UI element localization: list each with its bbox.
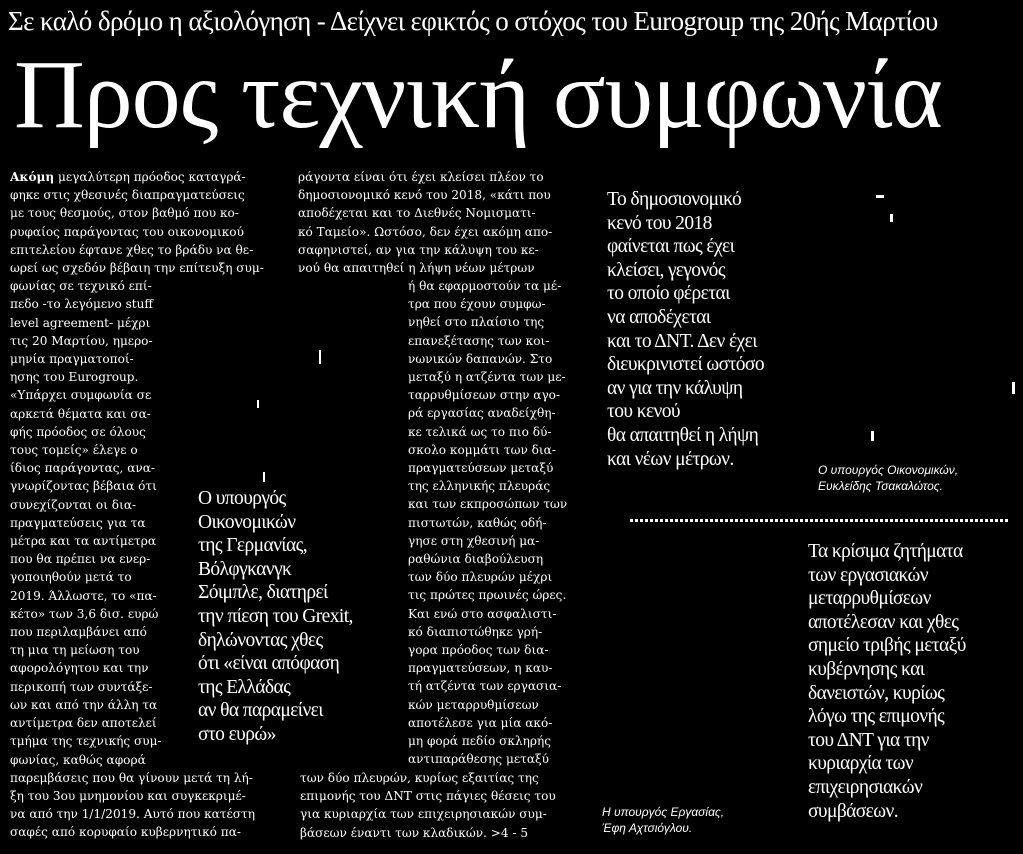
article-line: κέτο» των 3,6 δισ. ευρώ: [10, 606, 159, 621]
article-line: τις 20 Μαρτίου, ημερο-: [10, 333, 153, 348]
pullquote-line: συμβάσεων.: [808, 800, 898, 822]
pullquote-line: Ο υπουργός: [198, 488, 286, 509]
pullquote-line: αν για την κάλυψη: [607, 377, 743, 399]
article-line: περικοπή των συντάξε-: [10, 679, 153, 694]
article-line: αντιπαράθεσης μεταξύ: [408, 752, 550, 767]
article-line: κών μεταρρυθμίσεων: [408, 697, 539, 712]
article-line: τη μια τη μείωση του: [10, 643, 140, 658]
article-line: παρεμβάσεις που θα γίνουν μετά τη λή-: [10, 770, 253, 785]
article-line: που θα πρέπει να ενερ-: [10, 552, 151, 567]
article-line: 2019. Άλλωστε, το «πα-: [10, 588, 157, 603]
article-line: level agreement- μέχρι: [10, 315, 151, 330]
pullquote-line: της Ελλάδας: [198, 676, 291, 698]
photo-speck: [257, 400, 259, 408]
article-line: μέτρα και τα αντίμετρα: [10, 534, 156, 549]
caption-line: Ο υπουργός Οικονομικών,: [818, 463, 959, 477]
pullquote-line: κυριαρχία των: [808, 753, 914, 775]
first-line-rest: μεγαλύτερη πρόοδος καταγρά-: [54, 170, 246, 184]
article-line: επανεξέτασης των κοι-: [408, 333, 550, 348]
article-line: ράγοντα είναι ότι έχει κλείσει πλέον το: [298, 170, 544, 184]
pullquote-line: σημείο τριβής μεταξύ: [808, 635, 966, 657]
article-line: τή ατζέντα των εργασια-: [408, 679, 562, 694]
article-line: για κυριαρχία των επιχειρησιακών συμ-: [300, 807, 547, 822]
pullquote-line: λόγω της επιμονής: [808, 706, 945, 728]
article-column-2-narrow: [408, 277, 583, 768]
article-line: να από την 1/1/2019. Αυτό που κατέστη: [10, 807, 255, 822]
article-line: αποδέχεται και το Διεθνές Νομισματι-: [298, 206, 536, 221]
article-line: αφορολόγητου και την: [10, 661, 149, 676]
article-line: τμήμα της τεχνικής συμ-: [10, 734, 162, 749]
article-line: ρά εργασίας αναδείχθη-: [408, 406, 556, 421]
photo-speck: [1012, 382, 1015, 394]
pullquote-line: Οικονομικών: [198, 511, 296, 533]
article-line: πιστωτών, καθώς οδή-: [408, 515, 547, 530]
pullquote-line: Βόλφγκανγκ: [198, 558, 292, 580]
article-line: πραγματεύσεων μεταξύ: [408, 461, 554, 476]
article-line: πραγματεύσεων, η καυ-: [408, 661, 553, 676]
article-line: τρα που έχουν συμφω-: [408, 297, 546, 312]
pullquote-line: θα απαιτηθεί η λήψη: [607, 424, 759, 446]
section-divider: [630, 519, 1010, 522]
article-line: μεταξύ η ατζέντα των με-: [408, 370, 566, 385]
article-line: ων και από την άλλη τα: [10, 697, 158, 712]
article-line: νού θα απαιτηθεί η λήψη νέων μέτρων: [298, 261, 535, 276]
article-line: Και ενώ στο ασφαλιστι-: [408, 606, 557, 621]
article-line: φής πρόοδος σε όλους: [10, 424, 146, 439]
article-line: αρκετά θέματα και σα-: [10, 406, 151, 421]
caption-line: Ευκλείδης Τσακαλώτος.: [818, 479, 943, 493]
article-line: νηθεί στο πλαίσιο της: [408, 315, 545, 330]
article-line: των δύο πλευρών, κυρίως εξαιτίας της: [300, 771, 539, 785]
caption-line: Η υπουργός Εργασίας,: [602, 805, 725, 819]
pullquote-schaeuble: [198, 487, 398, 747]
pullquote-line: το οποίο φέρεται: [607, 283, 730, 305]
pullquote-line: κυβέρνησης και: [808, 658, 925, 680]
pullquote-line: μεταρρυθμίσεων: [808, 588, 931, 610]
article-line: επιτελείου έφτανε χθες το βράδυ να θε-: [10, 242, 254, 257]
pullquote-line: δανειστών, κυρίως: [808, 682, 945, 704]
pullquote-line: Τα κρίσιμα ζητήματα: [808, 541, 963, 562]
article-line: φηκε στις χθεσινές διαπραγματεύσεις: [10, 188, 245, 203]
article-line: σαφές από κορυφαίο κυβερνητικό πα-: [10, 825, 242, 840]
article-line: φωνίας σε τεχνικό επί-: [10, 279, 152, 294]
article-line: νωνικών δαπανών. Στο: [408, 351, 553, 366]
article-line: ρυφαίος παράγοντας του οικονομικού: [10, 224, 244, 239]
photo-speck: [319, 350, 321, 364]
article-line: ταρρυθμίσεων στην αγο-: [408, 388, 561, 403]
pullquote-line: Σόιμπλε, διατηρεί: [198, 582, 328, 604]
article-line: γοποιηθούν μετά το: [10, 570, 132, 585]
pullquote-line: της Γερμανίας,: [198, 535, 307, 557]
article-line: γορα πρόοδος των δια-: [408, 643, 549, 658]
pullquote-line: του κενού: [607, 401, 680, 423]
pullquote-line: την πίεση του Grexit,: [198, 605, 353, 627]
lead-word: Ακόμη: [10, 170, 55, 184]
article-line: γησε στη χθεσινή μα-: [408, 533, 540, 548]
photo-speck: [871, 431, 874, 441]
pullquote-line: ότι «είναι απόφαση: [198, 653, 340, 675]
article-line: ησης του Eurogroup.: [10, 370, 139, 385]
article-line: ωρεί ως σχεδόν βέβαιη την επίτευξη συμ-: [10, 261, 264, 276]
article-line: συνεχίζονται οι δια-: [10, 497, 137, 512]
article-line: αντίμετρα δεν αποτελεί: [10, 716, 157, 731]
pullquote-line: αποτέλεσαν και χθες: [808, 611, 959, 633]
article-line: πραγματεύσεις για τα: [10, 515, 146, 530]
caption-line: Έφη Αχτσιόγλου.: [602, 821, 693, 835]
article-line: που περιλαμβάνει από: [10, 625, 147, 640]
pullquote-line: να αποδέχεται: [607, 306, 711, 328]
pullquote-line: κενό του 2018: [607, 212, 712, 234]
photo-speck: [876, 195, 884, 198]
pullquote-line: φαίνεται πως έχει: [607, 236, 735, 258]
pullquote-line: διευκρινιστεί ωστόσο: [607, 354, 764, 376]
article-line: μηνία πραγματοποί-: [10, 352, 134, 367]
article-line: κό διαπιστώθηκε γρή-: [408, 624, 543, 639]
article-line: της ελληνικής πλευράς: [408, 479, 551, 494]
article-column-2-top: [298, 168, 583, 277]
article-line: αποτέλεσε για μία ακό-: [408, 715, 553, 730]
article-line: με τους θεσμούς, στον βαθμό που κο-: [10, 206, 239, 221]
article-line: γνωρίζοντας βέβαια ότι: [10, 479, 157, 494]
article-line: κό Ταμείο». Ωστόσο, δεν έχει ακόμη απο-: [298, 224, 553, 239]
pullquote-line: και το ΔΝΤ. Δεν έχει: [607, 330, 757, 352]
caption-achtsioglou: [602, 804, 802, 836]
pullquote-fiscal-gap: [607, 188, 807, 471]
kicker: Σε καλό δρόμο η αξιολόγηση - Δείχνει εφικτός ο στόχος του Eurogroup της 20ής Μαρτίου: [8, 6, 938, 36]
pullquote-line: και νέων μέτρων.: [607, 448, 734, 470]
pullquote-labor-reforms: [808, 540, 1018, 823]
article-line: κε τελικά ως το πιο δύ-: [408, 424, 552, 439]
article-column-2-bottom: [300, 769, 590, 842]
pullquote-line: αν θα παραμείνει: [198, 700, 323, 722]
article-line: δημοσιονομικό κενό του 2018, «κάτι που: [298, 188, 551, 203]
pullquote-line: κλείσει, γεγονός: [607, 259, 725, 281]
article-line: «Υπάρχει συμφωνία σε: [10, 388, 152, 403]
photo-speck: [890, 214, 893, 222]
headline: Προς τεχνική συμφωνία: [14, 41, 942, 149]
article-line: φωνίας, καθώς αφορά: [10, 752, 146, 767]
article-line: ξη του 3ου μνημονίου και συγκεκριμέ-: [10, 788, 246, 803]
article-line: ίδιος παράγοντας, ανα-: [10, 461, 156, 476]
pullquote-line: Το δημοσιονομικό: [607, 189, 742, 210]
article-line: ή θα εφαρμοστούν τα μέ-: [408, 279, 562, 293]
article-line: των δύο πλευρών μέχρι: [408, 570, 553, 585]
pullquote-line: των εργασιακών: [808, 564, 928, 586]
pullquote-line: επιχειρησιακών: [808, 776, 923, 798]
pullquote-line: δηλώνοντας χθες: [198, 629, 323, 651]
article-line: τους τομείς» έλεγε ο: [10, 443, 138, 458]
article-line: βάσεων έναντι των κλαδικών. >4 - 5: [300, 825, 529, 840]
article-line: σκολο κομμάτι των δια-: [408, 442, 556, 457]
article-line: σαφηνιστεί, αν για την κάλυψη του κε-: [298, 242, 539, 257]
article-line: πεδο -το λεγόμενο stuff: [10, 297, 154, 312]
pullquote-line: του ΔΝΤ για την: [808, 729, 929, 751]
column-1-first-line: [10, 168, 275, 186]
photo-speck: [263, 472, 265, 482]
article-line: μη φορά πεδίο σκληρής: [408, 734, 552, 749]
article-line: τις πρώτες πρωινές ώρες.: [408, 588, 567, 603]
caption-tsakalotos: [818, 462, 1018, 494]
pullquote-line: στο ευρώ»: [198, 723, 276, 745]
article-line: και των εκπροσώπων των: [408, 497, 568, 512]
article-line: επιμονής του ΔΝΤ στις πάγιες θέσεις του: [300, 789, 556, 804]
article-line: ραθώνια διαβούλευση: [408, 552, 544, 567]
